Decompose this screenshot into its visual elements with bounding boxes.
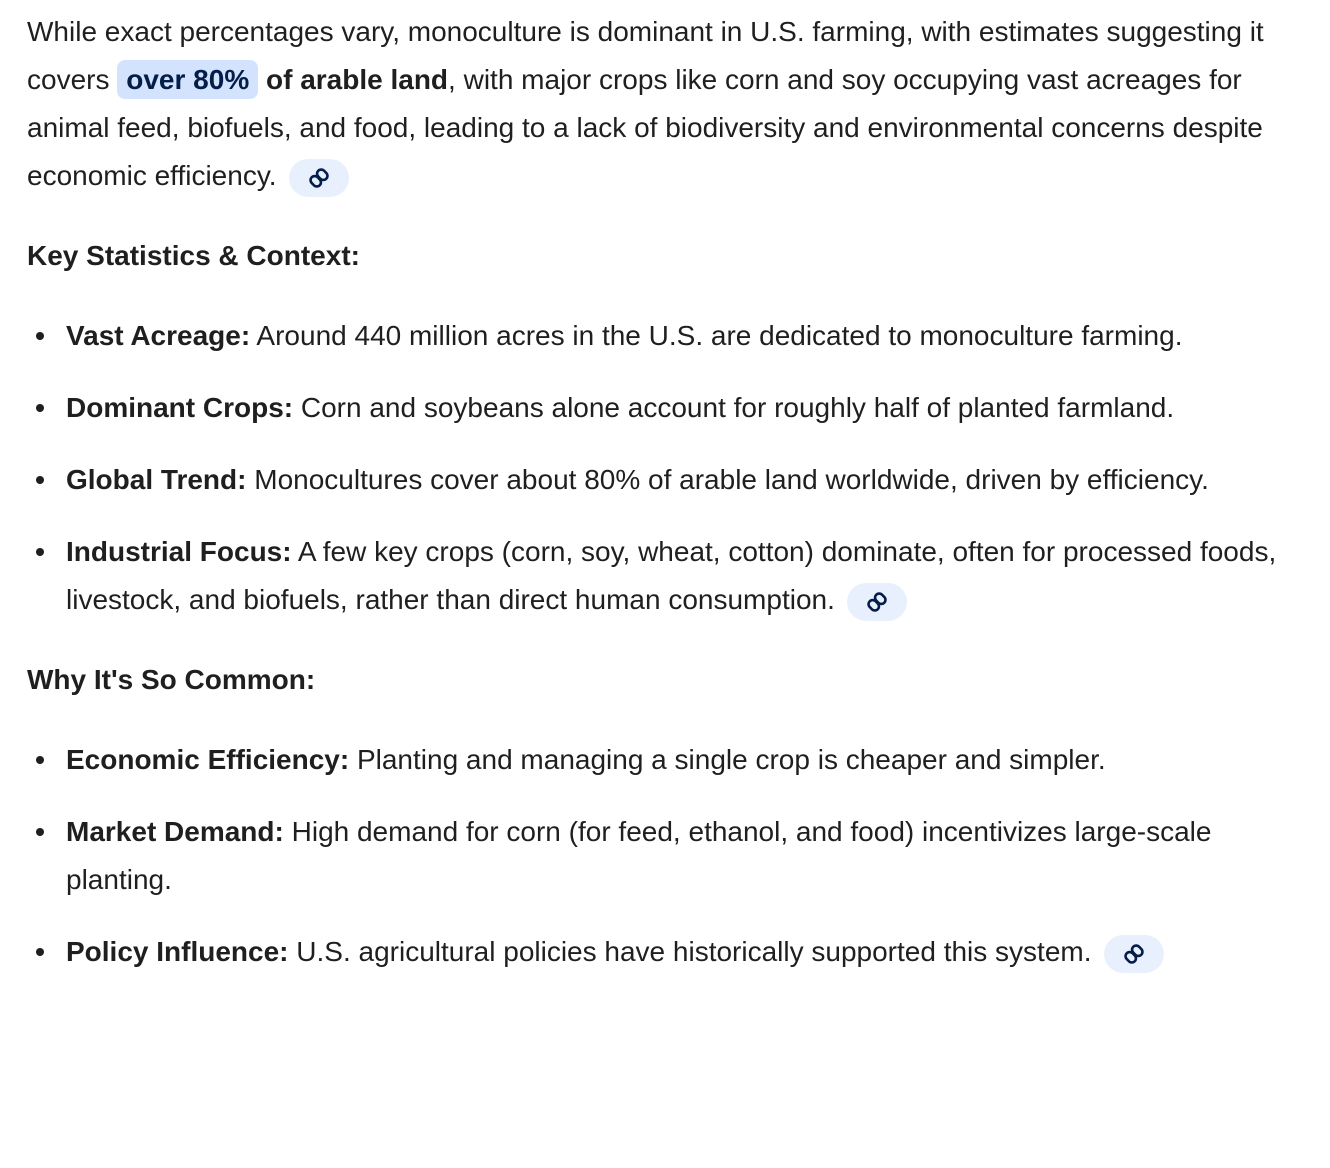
item-label: Global Trend: [66, 464, 247, 495]
item-label: Dominant Crops: [66, 392, 294, 423]
item-label: Market Demand: [66, 816, 284, 847]
list-item-policy-influence [27, 928, 1290, 976]
section-heading-why-common: Why It's So Common: [27, 664, 316, 695]
list-item-vast-acreage [27, 312, 1290, 360]
item-label: Economic Efficiency: [66, 744, 350, 775]
list-item-dominant-crops [27, 384, 1290, 432]
highlighted-stat[interactable]: over 80% [117, 60, 258, 99]
item-text: Monocultures cover about 80% of arable land worldwide, driven by efficiency. [246, 464, 1209, 495]
ai-answer-content [27, 8, 1290, 976]
key-statistics-list [27, 312, 1290, 624]
item-text: Planting and managing a single crop is cheaper and simpler. [349, 744, 1106, 775]
item-label: Industrial Focus: [66, 536, 292, 567]
citation-link-button[interactable] [847, 583, 907, 621]
item-text: U.S. agricultural policies have historically supported this system. [288, 936, 1092, 967]
citation-link-button[interactable] [1104, 935, 1164, 973]
link-icon [864, 589, 890, 615]
intro-paragraph [27, 8, 1290, 200]
citation-link-button[interactable] [289, 159, 349, 197]
link-icon [306, 165, 332, 191]
why-common-list [27, 736, 1290, 976]
intro-text: While exact percentages vary, monoculture is dominant in U.S. farming, with estimates suggesting it covers [27, 16, 1264, 95]
list-item-economic-efficiency [27, 736, 1290, 784]
list-item-global-trend [27, 456, 1290, 504]
item-label: Vast Acreage: [66, 320, 251, 351]
item-text: High demand for corn (for feed, ethanol, and food) incentivizes large-scale planting. [66, 816, 1212, 895]
item-text: Corn and soybeans alone account for roughly half of planted farmland. [293, 392, 1175, 423]
section-heading-key-statistics: Key Statistics & Context: [27, 240, 360, 271]
item-text: Around 440 million acres in the U.S. are dedicated to monoculture farming. [250, 320, 1183, 351]
intro-text-continued: , with major crops like corn and soy occupying vast acreages for animal feed, biofuels, and food, leading to a lack of biodiversity and environmental concerns despite economic efficiency. [27, 64, 1263, 191]
intro-bold-text: of arable land [258, 64, 449, 95]
item-text: A few key crops (corn, soy, wheat, cotton) dominate, often for processed foods, livestock, and biofuels, rather than direct human consumption. [66, 536, 1277, 615]
item-label: Policy Influence: [66, 936, 289, 967]
list-item-market-demand [27, 808, 1290, 904]
link-icon [1121, 941, 1147, 967]
list-item-industrial-focus [27, 528, 1290, 624]
